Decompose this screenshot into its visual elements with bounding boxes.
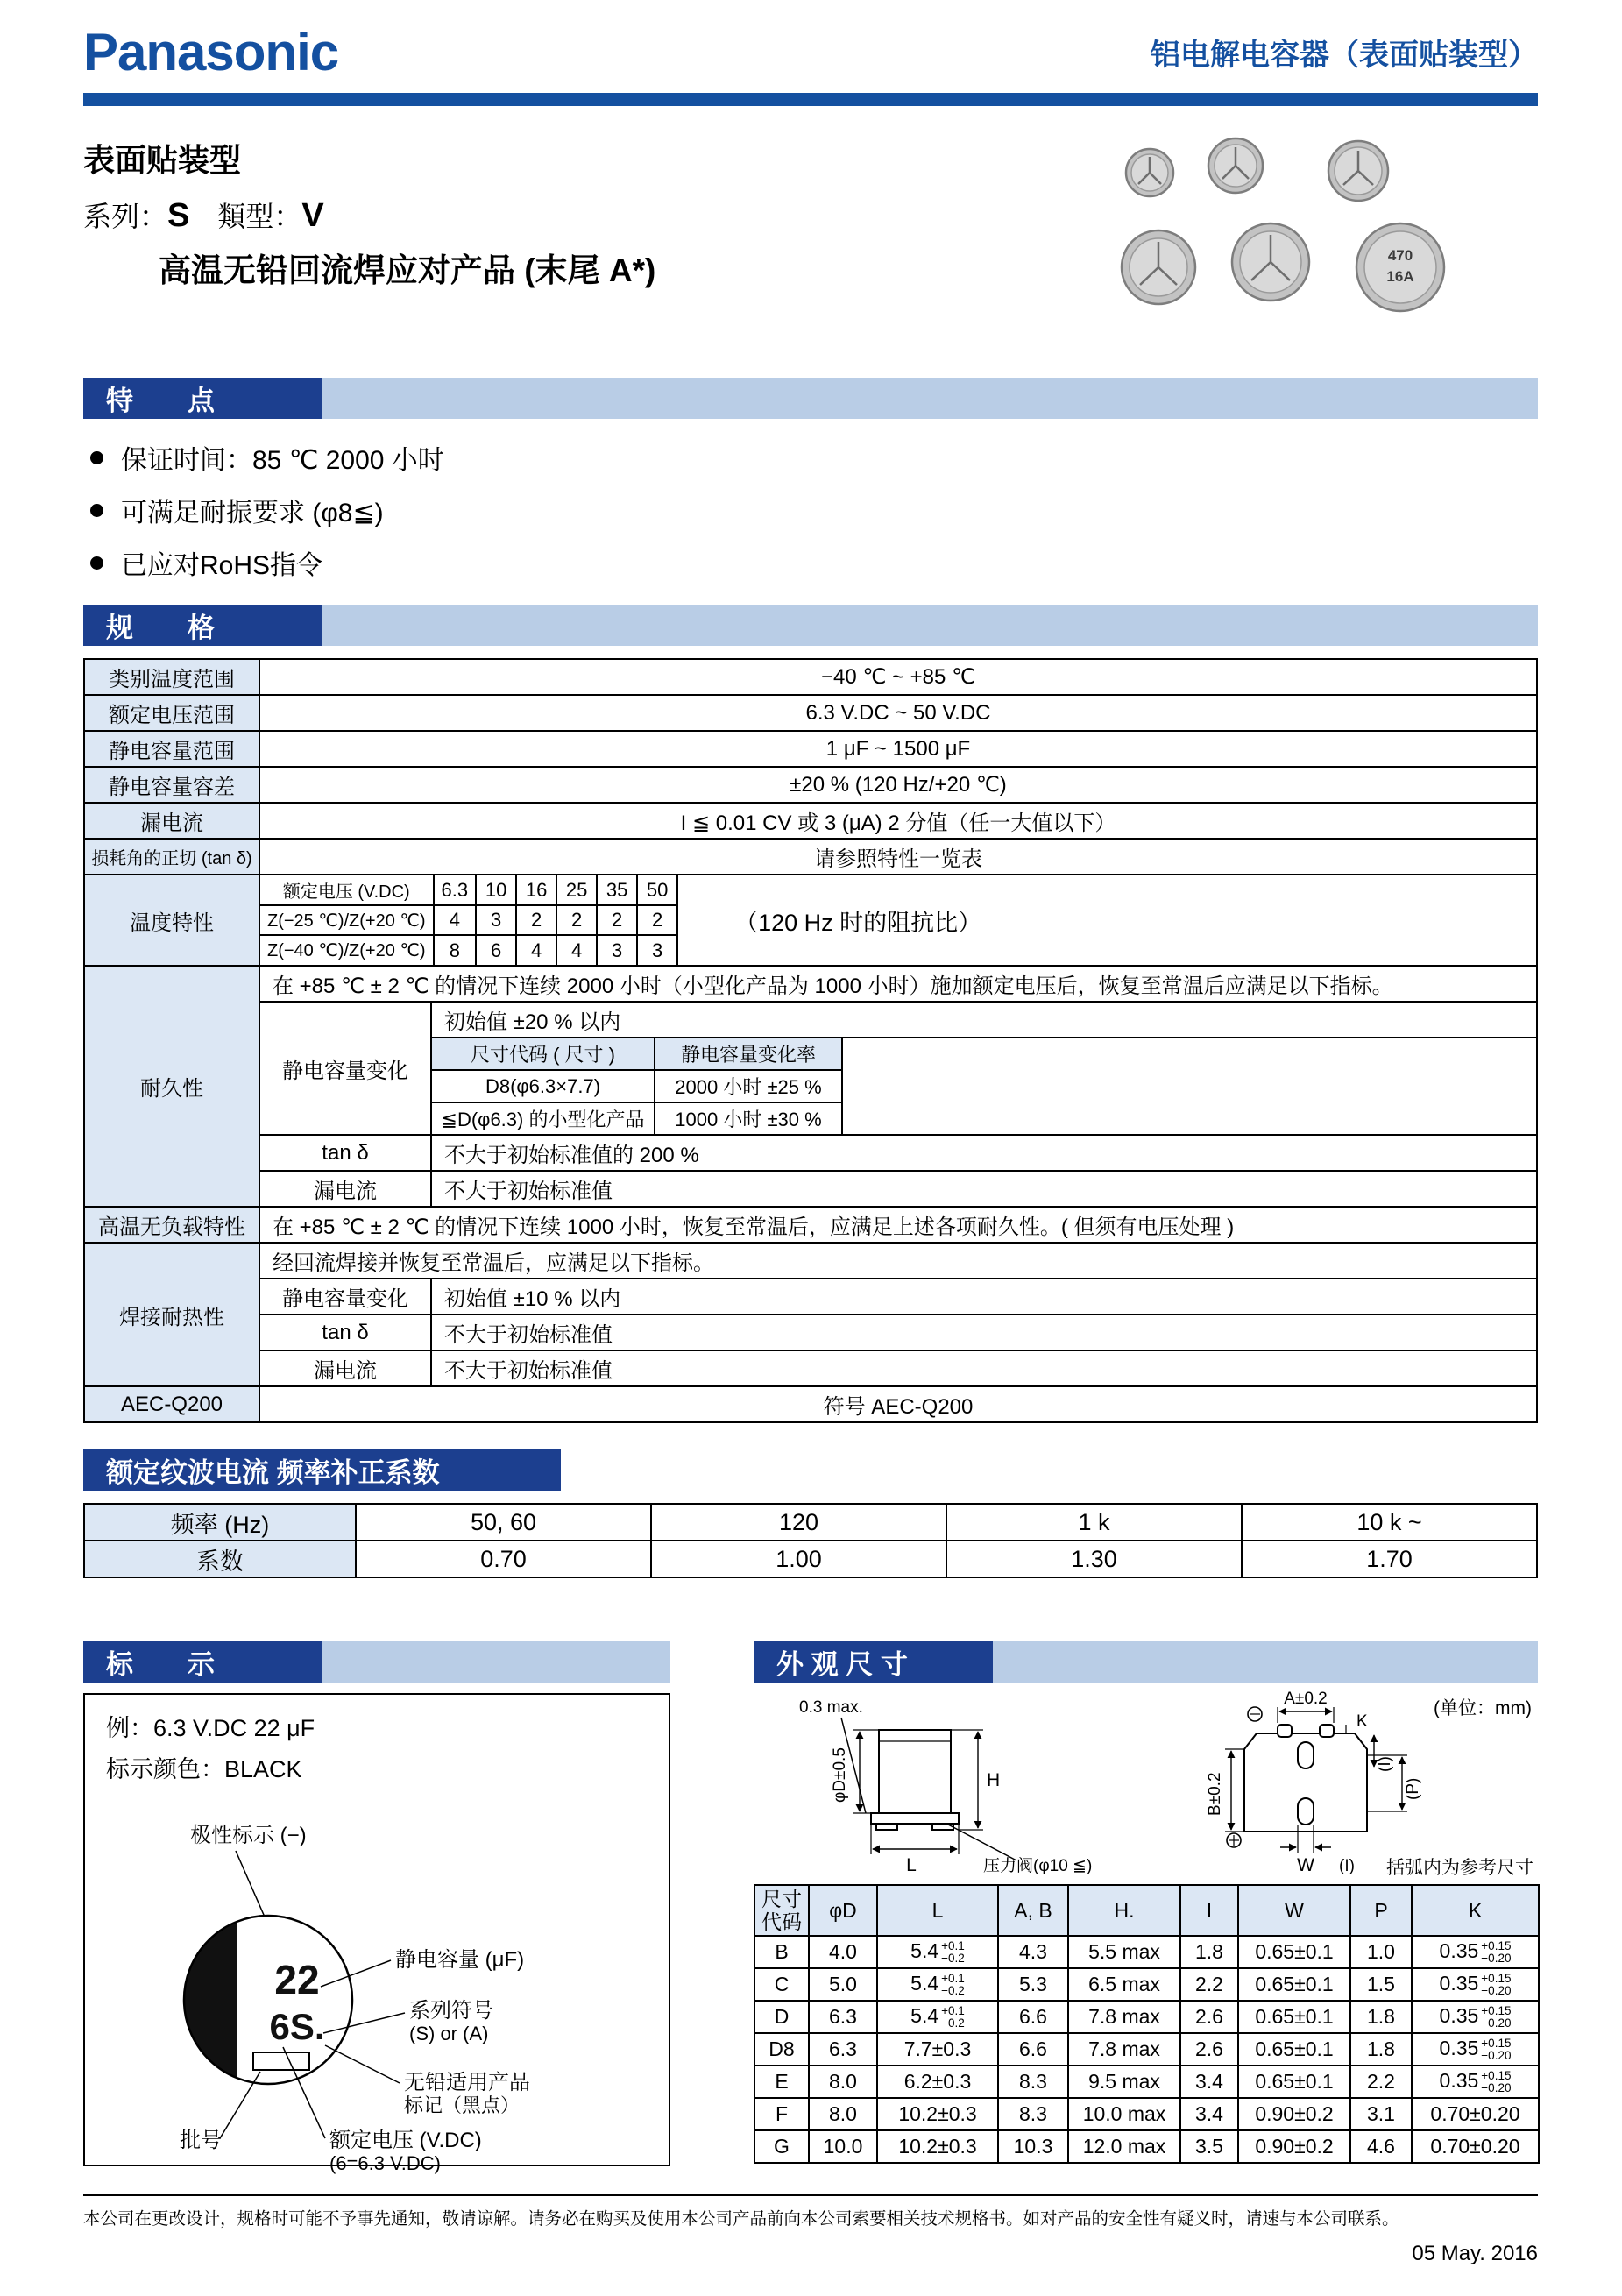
- spec-value-cell: 在 +85 ℃ ± 2 ℃ 的情况下连续 1000 小时，恢复至常温后，应满足上述各项耐久性。( 但须有电压处理 ): [259, 1207, 1537, 1243]
- leader-line: [236, 1851, 266, 1921]
- tolerance-stack: +0.15 −0.20: [1481, 1971, 1512, 1997]
- feature-item: [90, 438, 1538, 477]
- spec-value-cell: 1 μF ~ 1500 μF: [259, 731, 1537, 767]
- ripple-row-label: 频率 (Hz): [84, 1504, 356, 1541]
- b-dim-label: B±0.2: [1206, 1772, 1224, 1816]
- spec-label-cell: 静电容量范围: [84, 731, 259, 767]
- temp-cell: 2: [516, 905, 556, 935]
- dim-value-cell: 3.5: [1180, 2130, 1238, 2163]
- temp-cell: 8: [434, 935, 477, 965]
- spec-row-no-load: [84, 1207, 1537, 1243]
- spec-label-cell: 漏电流: [84, 803, 259, 839]
- marking-section-header: [83, 1641, 670, 1683]
- leader-line: [325, 2045, 400, 2083]
- dims-col-header: K: [1412, 1885, 1539, 1936]
- spec-row-endurance-leakage: [84, 1171, 1537, 1207]
- cap-change-initial-cell: 初始值 ±20 % 以内: [431, 1002, 1537, 1038]
- spec-label-cell: 高温无负载特性: [84, 1207, 259, 1243]
- tolerance-stack: +0.1 −0.2: [941, 1971, 965, 1997]
- pressure-valve-label: 压力阀(φ10 ≦): [983, 1857, 1093, 1875]
- marking-color: 标示颜色：BLACK: [106, 1756, 302, 1782]
- dim-value-cell: 6.2±0.3: [877, 2066, 998, 2098]
- marking-capacitance-text: 22: [274, 1957, 320, 2002]
- dim-value-cell: 5.5 max: [1068, 1936, 1180, 1968]
- dim-value-cell: 2.2: [1180, 1968, 1238, 2001]
- ripple-cell: 120: [651, 1504, 946, 1541]
- dim-value-cell: 1.8: [1350, 2033, 1412, 2066]
- dims-header-row: [754, 1885, 1539, 1936]
- leader-line: [220, 2072, 260, 2138]
- polarity-mark-label: 极性标示 (−): [190, 1824, 307, 1847]
- spec-value-cell: 不大于初始标准值: [431, 1350, 1537, 1386]
- features-header-bar: [322, 378, 1538, 419]
- spec-value-cell: 初始值 ±10 % 以内: [431, 1279, 1537, 1315]
- dims-col-header: φD: [809, 1885, 877, 1936]
- spec-label-cell: 耐久性: [84, 966, 259, 1207]
- k-dim-label: K: [1356, 1712, 1368, 1731]
- dim-value-cell: 6.5 max: [1068, 1968, 1180, 2001]
- series-symbol-label2: (S) or (A): [409, 2023, 489, 2044]
- p-ref-label: (P): [1404, 1777, 1422, 1800]
- size-table-cell: 1000 小时 ±30 %: [655, 1102, 842, 1134]
- title-block: [83, 136, 1538, 355]
- dim-value-cell: 6.3: [809, 2033, 877, 2066]
- leadfree-mark-label2: 标记（黑点）: [404, 2094, 521, 2116]
- spec-label-cell: 损耗角的正切 (tan δ): [84, 839, 259, 875]
- dims-row: [754, 2130, 1539, 2163]
- dim-value-cell: 0.65±0.1: [1238, 2001, 1350, 2033]
- capacitor-photos: [1104, 129, 1490, 350]
- temp-header-cell: 额定电压 (V.DC): [260, 875, 434, 905]
- page-title: 表面贴装型: [83, 142, 242, 178]
- dims-row: [754, 2001, 1539, 2033]
- ripple-cell: 50, 60: [356, 1504, 651, 1541]
- type-label: 類型：: [217, 201, 302, 232]
- size-table-header: 尺寸代码 ( 尺寸 ): [432, 1038, 655, 1070]
- dims-row: [754, 1968, 1539, 2001]
- dims-col-header: I: [1180, 1885, 1238, 1936]
- dim-value-cell: 2.6: [1180, 2033, 1238, 2066]
- spec-value-cell: 6.3 V.DC ~ 50 V.DC: [259, 695, 1537, 731]
- dims-col-header: P: [1350, 1885, 1412, 1936]
- dim-value-cell: 4.6: [1350, 2130, 1412, 2163]
- dim-value-cell: 8.0: [809, 2098, 877, 2130]
- page-footer: [83, 2194, 1538, 2266]
- spec-row-endurance-tand: [84, 1135, 1537, 1171]
- dim-value-cell: 4.3: [998, 1936, 1068, 1968]
- marking-voltage-series-text: 6S.: [269, 2006, 325, 2047]
- dim-value-cell: 10.2±0.3: [877, 2130, 998, 2163]
- dim-value-cell: 0.35 +0.15 −0.20: [1412, 2066, 1539, 2098]
- w-dim-label: W: [1297, 1855, 1314, 1875]
- size-code-cell: E: [754, 2066, 809, 2098]
- dim-value-cell: 7.7±0.3: [877, 2033, 998, 2066]
- ripple-cell: 1 k: [946, 1504, 1242, 1541]
- dims-col-header: A, B: [998, 1885, 1068, 1936]
- seat-plate: [871, 1813, 959, 1824]
- dim-value-cell: 5.4 +0.1 −0.2: [877, 1968, 998, 2001]
- capacitor-photo: [1208, 138, 1263, 193]
- temp-cell: 10: [476, 875, 516, 905]
- dims-row: [754, 2033, 1539, 2066]
- features-header-label: 特 点: [83, 378, 322, 419]
- bullet-icon: [90, 451, 103, 464]
- capacitor-photo: [1232, 223, 1309, 301]
- diameter-dim-label: φD±0.5: [831, 1747, 849, 1803]
- dim-value-cell: 0.65±0.1: [1238, 2033, 1350, 2066]
- footer-date: 05 May. 2016: [1412, 2242, 1538, 2265]
- feature-text: 保证时间：85 ℃ 2000 小时: [121, 446, 444, 475]
- dim-value-cell: 5.4 +0.1 −0.2: [877, 2001, 998, 2033]
- spec-row-temperature-characteristics: [84, 875, 1537, 966]
- tolerance-stack: +0.15 −0.20: [1481, 2068, 1512, 2094]
- tolerance-stack: +0.15 −0.20: [1481, 2036, 1512, 2062]
- unit-note: (单位：mm): [1434, 1698, 1532, 1718]
- temp-header-cell: Z(−25 ℃)/Z(+20 ℃): [260, 905, 434, 935]
- dim-value-cell: 3.1: [1350, 2098, 1412, 2130]
- dim-value-cell: 4.0: [809, 1936, 877, 1968]
- temp-cell: 4: [434, 905, 477, 935]
- feature-text: 已应对RoHS指令: [121, 551, 323, 580]
- dim-value-cell: 6.6: [998, 2033, 1068, 2066]
- temp-header-cell: Z(−40 ℃)/Z(+20 ℃): [260, 935, 434, 965]
- dim-value-cell: 8.0: [809, 2066, 877, 2098]
- ripple-cell: 1.70: [1242, 1541, 1537, 1577]
- dim-value-cell: 0.35 +0.15 −0.20: [1412, 1936, 1539, 1968]
- temperature-table: [260, 875, 678, 965]
- spec-label-cell: 类别温度范围: [84, 659, 259, 695]
- length-dim-label: L: [906, 1855, 917, 1875]
- lot-number-box: [253, 2052, 309, 2070]
- capacitor-photo-large: [1356, 223, 1444, 311]
- dim-value-cell: 0.65±0.1: [1238, 2066, 1350, 2098]
- dim-value-cell: 7.8 max: [1068, 2001, 1180, 2033]
- temp-cell: 3: [597, 935, 637, 965]
- size-code-cell: D: [754, 2001, 809, 2033]
- dim-value-cell: 6.6: [998, 2001, 1068, 2033]
- spec-row-leakage-current: [84, 803, 1537, 839]
- dimensions-header-label: 外 观 尺 寸: [754, 1641, 993, 1683]
- tolerance-stack: +0.15 −0.20: [1481, 1938, 1512, 1965]
- size-code-cell: C: [754, 1968, 809, 2001]
- ripple-cell: 1.30: [946, 1541, 1242, 1577]
- size-code-cell: G: [754, 2130, 809, 2163]
- dim-value-cell: 3.4: [1180, 2098, 1238, 2130]
- solder-pad: [1298, 1742, 1314, 1768]
- lead-terminal: [876, 1824, 897, 1830]
- spec-label-cell: 焊接耐热性: [84, 1243, 259, 1386]
- feature-text: 可满足耐振要求 (φ8≦): [121, 499, 384, 528]
- rated-voltage-label: 额定电压 (V.DC): [329, 2129, 482, 2152]
- series-label: 系列：: [83, 201, 168, 232]
- spec-row-solder-intro: [84, 1243, 1537, 1279]
- capacitor-photo: [1126, 149, 1173, 196]
- dims-row: [754, 1936, 1539, 1968]
- size-table-cell: ≦D(φ6.3) 的小型化产品: [432, 1102, 655, 1134]
- dim-value-cell: 10.0 max: [1068, 2098, 1180, 2130]
- size-table-header: 静电容量变化率: [655, 1038, 842, 1070]
- dimensions-column: [754, 1619, 1538, 2166]
- temp-cell: 3: [637, 935, 677, 965]
- a-dim-label: A±0.2: [1284, 1691, 1328, 1708]
- temp-cell: 3: [476, 905, 516, 935]
- spec-value-cell: I ≦ 0.01 CV 或 3 (μA) 2 分值（任一大值以下）: [259, 803, 1537, 839]
- cap-print-value: 470: [1387, 247, 1413, 264]
- lead-terminal: [932, 1824, 953, 1830]
- tolerance-stack: +0.1 −0.2: [941, 2003, 965, 2030]
- temp-cell: 2: [597, 905, 637, 935]
- dim-value-cell: 2.2: [1350, 2066, 1412, 2098]
- ripple-cell: 0.70: [356, 1541, 651, 1577]
- ripple-row-label: 系数: [84, 1541, 356, 1577]
- i-ref-label-top: (I): [1376, 1756, 1394, 1772]
- specs-header-label: 规 格: [83, 605, 322, 646]
- temp-cell: 6: [476, 935, 516, 965]
- tolerance-stack: +0.15 −0.20: [1481, 2003, 1512, 2030]
- capacitor-can-side: [879, 1730, 951, 1813]
- dimensions-header-bar: [993, 1641, 1538, 1683]
- dim-value-cell: 3.4: [1180, 2066, 1238, 2098]
- temp-cell: 2: [637, 905, 677, 935]
- bullet-icon: [90, 504, 103, 517]
- endurance-intro-cell: 在 +85 ℃ ± 2 ℃ 的情况下连续 2000 小时（小型化产品为 1000 小时）施加额定电压后，恢复至常温后应满足以下指标。: [259, 966, 1537, 1002]
- capacitance-label: 静电容量 (μF): [395, 1948, 525, 1972]
- lot-number-label: 批号: [180, 2129, 222, 2152]
- header-divider-rule: [83, 93, 1538, 106]
- dim-value-cell: 0.90±0.2: [1238, 2130, 1350, 2163]
- dim-value-cell: 1.5: [1350, 1968, 1412, 2001]
- dim-value-cell: 9.5 max: [1068, 2066, 1180, 2098]
- spec-row-endurance-intro: [84, 966, 1537, 1002]
- dims-col-header: 尺寸代码: [754, 1885, 809, 1936]
- dim-value-cell: 0.35 +0.15 −0.20: [1412, 2001, 1539, 2033]
- spec-value-cell: 请参照特性一览表: [259, 839, 1537, 875]
- spec-value-cell: 不大于初始标准值: [431, 1171, 1537, 1207]
- dim-value-cell: 5.3: [998, 1968, 1068, 2001]
- ripple-table: [83, 1503, 1538, 1578]
- size-code-cell: F: [754, 2098, 809, 2130]
- dims-row: [754, 2098, 1539, 2130]
- spec-value-cell: ±20 % (120 Hz/+20 ℃): [259, 767, 1537, 803]
- marking-example: 例：6.3 V.DC 22 μF: [106, 1715, 315, 1741]
- marking-column: [83, 1619, 670, 2174]
- spec-row-tan-delta: [84, 839, 1537, 875]
- features-section-header: [83, 378, 1538, 419]
- spec-row-voltage-range: [84, 695, 1537, 731]
- sub-label-cell: 静电容量变化: [259, 1279, 431, 1315]
- height-dim-label: H: [987, 1770, 1001, 1790]
- dimensions-section-header: [754, 1641, 1538, 1683]
- terminal-tab: [1278, 1725, 1292, 1737]
- dims-col-header: H.: [1068, 1885, 1180, 1936]
- spec-row-temperature-range: [84, 659, 1537, 695]
- marking-box: [83, 1693, 670, 2174]
- size-table-cell: 2000 小时 ±25 %: [655, 1070, 842, 1102]
- rated-voltage-label2: (6=6.3 V.DC): [329, 2152, 441, 2174]
- solder-pad: [1298, 1798, 1314, 1825]
- temp-cell: 4: [516, 935, 556, 965]
- spec-value-cell: 不大于初始标准值的 200 %: [431, 1135, 1537, 1171]
- features-list: [90, 438, 1538, 582]
- spec-label-cell: 额定电压范围: [84, 695, 259, 731]
- specs-header-bar: [322, 605, 1538, 646]
- temp-cell: 50: [637, 875, 677, 905]
- spec-label-cell: 静电容量容差: [84, 767, 259, 803]
- spec-label-cell: AEC-Q200: [84, 1386, 259, 1422]
- spec-row-capacitance-tolerance: [84, 767, 1537, 803]
- footer-disclaimer: 本公司在更改设计，规格时可能不予事先通知，敬请谅解。请务必在购买及使用本公司产品前向本公司索要相关技术规格书。如对产品的安全性有疑义时，请速与本公司联系。: [83, 2194, 1538, 2229]
- temp-characteristics-cell: [259, 875, 1537, 966]
- tolerance-stack: +0.1 −0.2: [941, 1938, 965, 1965]
- marking-header-bar: [322, 1641, 670, 1683]
- dimensions-table: [754, 1884, 1540, 2164]
- size-table-cell: D8(φ6.3×7.7): [432, 1070, 655, 1102]
- sub-label-cell: tan δ: [259, 1135, 431, 1171]
- dims-row: [754, 2066, 1539, 2098]
- size-table-cell: [431, 1038, 1537, 1135]
- bullet-icon: [90, 556, 103, 570]
- sub-label-cell: 漏电流: [259, 1171, 431, 1207]
- dim-value-cell: 12.0 max: [1068, 2130, 1180, 2163]
- marking-header-label: 标 示: [83, 1641, 322, 1683]
- temp-cell: 2: [556, 905, 597, 935]
- dim-value-cell: 1.0: [1350, 1936, 1412, 1968]
- feature-item: [90, 543, 1538, 582]
- capacitor-photo: [1328, 141, 1388, 201]
- spec-row-cap-change: [84, 1002, 1537, 1038]
- dim-value-cell: 0.65±0.1: [1238, 1936, 1350, 1968]
- dim-value-cell: 1.8: [1180, 1936, 1238, 1968]
- dim-value-cell: 10.3: [998, 2130, 1068, 2163]
- spec-row-solder-leakage: [84, 1350, 1537, 1386]
- cap-print-voltage: 16A: [1386, 268, 1414, 285]
- subtitle: 高温无铅回流焊应对产品 (末尾 A*): [159, 252, 656, 288]
- dim-value-cell: 10.2±0.3: [877, 2098, 998, 2130]
- reference-dims-note: 括弧内为参考尺寸: [1386, 1858, 1533, 1877]
- sub-label-cell: 漏电流: [259, 1350, 431, 1386]
- size-code-cell: D8: [754, 2033, 809, 2066]
- dims-col-header: L: [877, 1885, 998, 1936]
- specifications-table: [83, 658, 1538, 1423]
- dimensions-drawing: [754, 1691, 1538, 1877]
- dim-value-cell: 10.0: [809, 2130, 877, 2163]
- dim-value-cell: 8.3: [998, 2098, 1068, 2130]
- size-code-cell: B: [754, 1936, 809, 1968]
- dim-value-cell: 0.65±0.1: [1238, 1968, 1350, 2001]
- dim-value-cell: 5.4 +0.1 −0.2: [877, 1936, 998, 1968]
- dim-value-cell: 0.35 +0.15 −0.20: [1412, 2033, 1539, 2066]
- sub-label-cell: 静电容量变化: [259, 1002, 431, 1135]
- temp-cell: 35: [597, 875, 637, 905]
- dim-value-cell: 1.8: [1350, 2001, 1412, 2033]
- impedance-ratio-note: （120 Hz 时的阻抗比）: [734, 909, 982, 936]
- header-product-title: 铝电解电容器（表面贴装型）: [1151, 39, 1538, 72]
- spec-row-solder-tand: [84, 1315, 1537, 1350]
- temp-cell: 25: [556, 875, 597, 905]
- dim-value-cell: 0.70±0.20: [1412, 2098, 1539, 2130]
- capacitor-photo: [1122, 230, 1195, 304]
- terminal-tab: [1320, 1725, 1334, 1737]
- ripple-coefficient-row: [84, 1541, 1537, 1577]
- dim-value-cell: 6.3: [809, 2001, 877, 2033]
- feature-item: [90, 491, 1538, 529]
- spec-row-solder-cap: [84, 1279, 1537, 1315]
- ripple-cell: 1.00: [651, 1541, 946, 1577]
- panasonic-logo: Panasonic: [83, 23, 339, 81]
- spec-row-capacitance-range: [84, 731, 1537, 767]
- bottom-columns: [83, 1619, 1538, 2174]
- solder-intro-cell: 经回流焊接并恢复至常温后，应满足以下指标。: [259, 1243, 1537, 1279]
- marking-diagram: [106, 1791, 649, 2177]
- dim-value-cell: 5.0: [809, 1968, 877, 2001]
- dims-col-header: W: [1238, 1885, 1350, 1936]
- dims-table-body: [754, 1936, 1539, 2163]
- ripple-section-header: 额定纹波电流 频率补正系数: [83, 1449, 561, 1491]
- ripple-frequency-row: [84, 1504, 1537, 1541]
- series-value: S: [167, 197, 190, 234]
- dim-value-cell: 2.6: [1180, 2001, 1238, 2033]
- spec-value-cell: 不大于初始标准值: [431, 1315, 1537, 1350]
- gap-dim-label: 0.3 max.: [799, 1698, 863, 1717]
- spec-value-cell: 符号 AEC-Q200: [259, 1386, 1537, 1422]
- dim-value-cell: 0.90±0.2: [1238, 2098, 1350, 2130]
- size-change-table: [432, 1038, 843, 1134]
- temp-cell: 4: [556, 935, 597, 965]
- spec-row-aec: [84, 1386, 1537, 1422]
- i-ref-label-bottom: (I): [1339, 1857, 1355, 1875]
- leadfree-mark-label: 无铅适用产品: [404, 2071, 530, 2094]
- spec-label-cell: 温度特性: [84, 875, 259, 966]
- type-value: V: [301, 197, 324, 234]
- temp-cell: 6.3: [434, 875, 477, 905]
- dim-value-cell: 7.8 max: [1068, 2033, 1180, 2066]
- dim-value-cell: 0.35 +0.15 −0.20: [1412, 1968, 1539, 2001]
- temp-cell: 16: [516, 875, 556, 905]
- sub-label-cell: tan δ: [259, 1315, 431, 1350]
- series-symbol-label: 系列符号: [409, 1999, 493, 2023]
- dim-value-cell: 0.70±0.20: [1412, 2130, 1539, 2163]
- dim-value-cell: 8.3: [998, 2066, 1068, 2098]
- specs-section-header: [83, 605, 1538, 646]
- page-header: [83, 23, 1538, 81]
- spec-value-cell: −40 ℃ ~ +85 ℃: [259, 659, 1537, 695]
- ripple-cell: 10 k ~: [1242, 1504, 1537, 1541]
